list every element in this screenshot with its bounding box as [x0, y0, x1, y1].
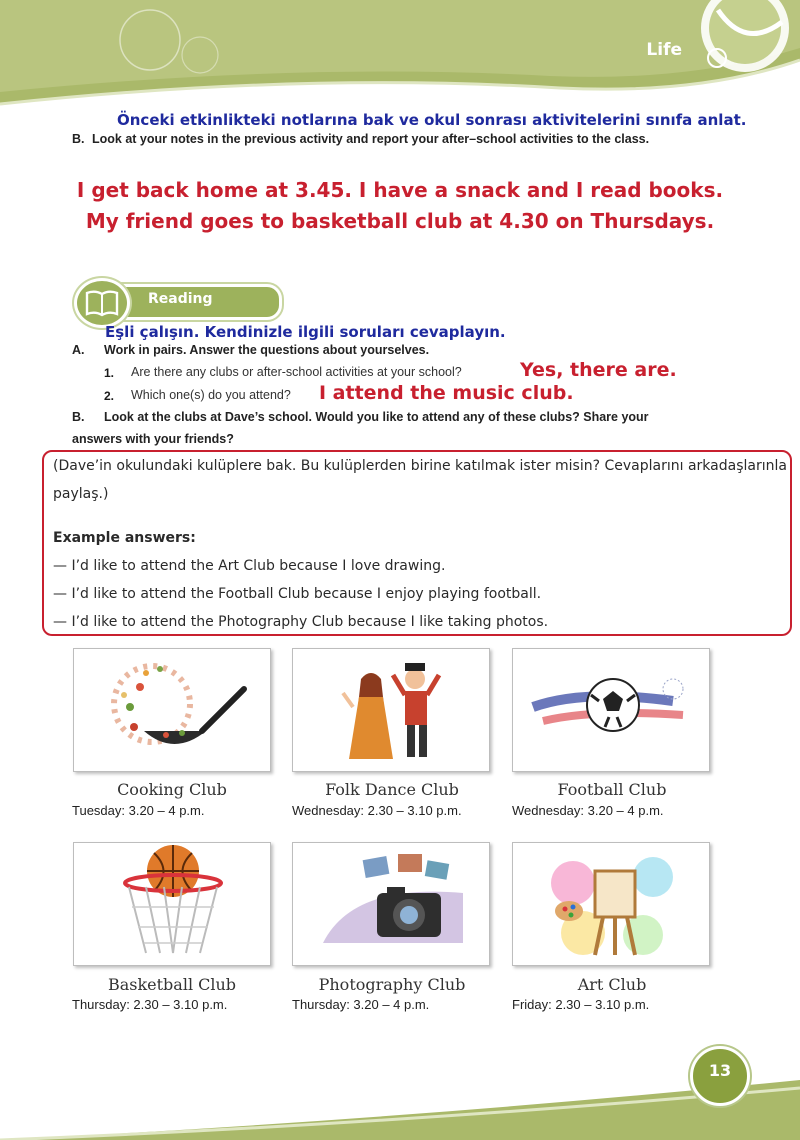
b-instruction-en: Look at your notes in the previous activity and report your after–school activities to the class.: [92, 132, 650, 146]
example-answer-1: — I’d like to attend the Art Club because I love drawing.: [53, 558, 446, 574]
footer-swoosh: [0, 1060, 800, 1140]
club-time-cooking: Tuesday: 3.20 – 4 p.m.: [72, 803, 205, 818]
club-time-folk-dance: Wednesday: 2.30 – 3.10 p.m.: [292, 803, 462, 818]
question-1: Are there any clubs or after-school activities at your school?: [131, 365, 462, 379]
question-2-answer: I attend the music club.: [319, 382, 574, 404]
question-1-number: 1.: [104, 366, 115, 380]
easel-icon: [513, 843, 710, 966]
box-tr-line2: paylaş.): [53, 486, 109, 502]
club-name-art: Art Club: [577, 975, 647, 994]
b-instruction-tr: Önceki etkinlikteki notlarına bak ve okul sonrası aktivitelerini sınıfa anlat.: [117, 111, 747, 129]
example-answer-3: — I’d like to attend the Photography Club because I like taking photos.: [53, 614, 549, 630]
answer-line-1: I get back home at 3.45. I have a snack and I read books.: [76, 178, 724, 202]
question-2-number: 2.: [104, 389, 115, 403]
example-heading: Example answers:: [53, 530, 196, 546]
club-time-football: Wednesday: 3.20 – 4 p.m.: [512, 803, 664, 818]
a-letter: A.: [72, 343, 85, 357]
club-card-photography: [292, 842, 490, 966]
club-time-basketball: Thursday: 2.30 – 3.10 p.m.: [72, 997, 228, 1012]
club-name-football: Football Club: [557, 780, 667, 799]
camera-icon: [293, 843, 490, 966]
club-name-photography: Photography Club: [318, 975, 466, 994]
folk-dancers-icon: [293, 649, 490, 772]
club-card-cooking: [73, 648, 271, 772]
a-instruction-en: Work in pairs. Answer the questions about yourselves.: [104, 343, 430, 357]
b2-instruction-line2: answers with your friends?: [72, 432, 234, 446]
club-time-photography: Thursday: 3.20 – 4 p.m.: [292, 997, 430, 1012]
b-letter: B.: [72, 132, 85, 146]
club-card-folk-dance: [292, 648, 490, 772]
book-icon: [74, 278, 130, 328]
club-card-art: [512, 842, 710, 966]
club-card-football: [512, 648, 710, 772]
football-icon: [513, 649, 710, 772]
b2-letter: B.: [72, 410, 85, 424]
reading-label: Reading: [148, 291, 213, 307]
club-name-folk-dance: Folk Dance Club: [325, 780, 459, 799]
example-answer-2: — I’d like to attend the Football Club because I enjoy playing football.: [53, 586, 542, 602]
b2-instruction-line1: Look at the clubs at Dave’s school. Would you like to attend any of these clubs? Share your: [104, 410, 649, 424]
question-2: Which one(s) do you attend?: [131, 388, 291, 402]
handwritten-answer: [0, 175, 800, 237]
a-instruction-tr: Eşli çalışın. Kendinizle ilgili soruları cevaplayın.: [105, 323, 506, 341]
cooking-wok-icon: [74, 649, 271, 772]
club-name-cooking: Cooking Club: [117, 780, 227, 799]
club-time-art: Friday: 2.30 – 3.10 p.m.: [512, 997, 650, 1012]
box-tr-line1: (Dave’in okulundaki kulüplere bak. Bu kulüplerden birine katılmak ister misin? Cevaplarını arkadaşlarınla: [53, 458, 787, 474]
club-card-basketball: [73, 842, 271, 966]
answer-line-2: My friend goes to basketball club at 4.30 on Thursdays.: [85, 209, 715, 233]
header-title: Life: [646, 40, 682, 60]
basketball-hoop-icon: [74, 843, 271, 966]
question-1-answer: Yes, there are.: [520, 359, 677, 381]
page-number: 13: [708, 1061, 732, 1080]
club-name-basketball: Basketball Club: [107, 975, 237, 994]
